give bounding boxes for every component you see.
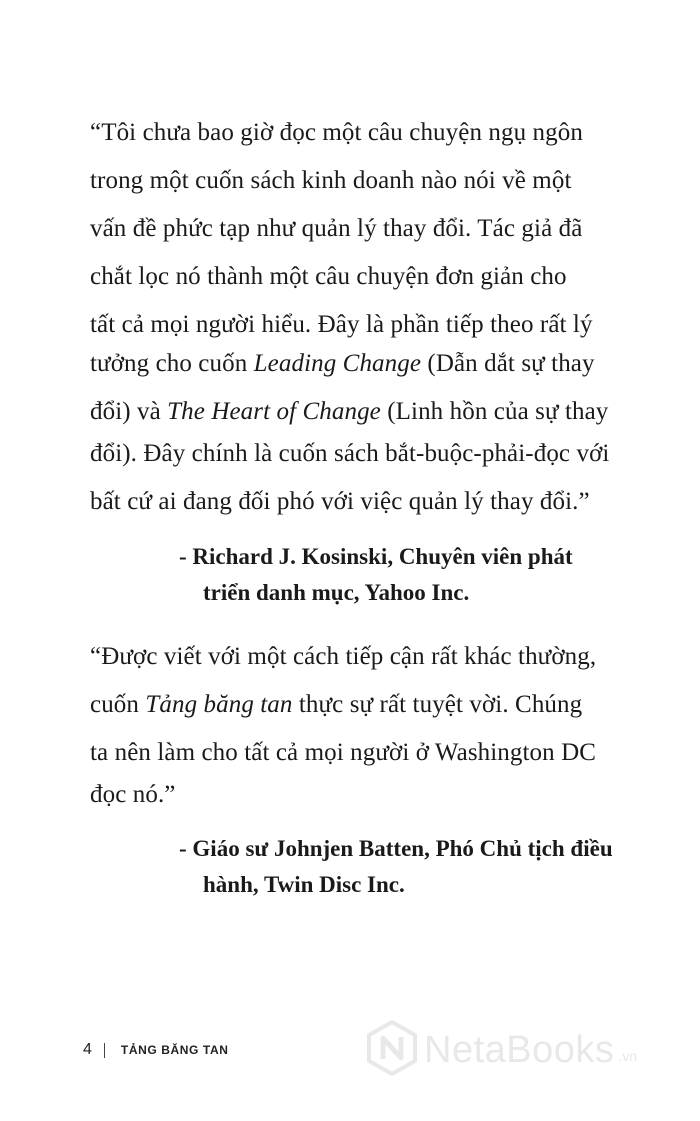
quote-1-line-8: đổi). Đây chính là cuốn sách bắt-buộc-phải-đọc với xyxy=(90,440,610,467)
quote-1-line-6 xyxy=(90,351,595,376)
quote-1-line-9: bất cứ ai đang đối phó với việc quản lý thay đổi.” xyxy=(90,488,590,515)
quote-1-line-1: “Tôi chưa bao giờ đọc một câu chuyện ngụ ngôn xyxy=(90,119,583,146)
quote-2-line-3: ta nên làm cho tất cả mọi người ở Washington DC xyxy=(90,739,597,766)
quote-1-line-4: chắt lọc nó thành một câu chuyện đơn giản cho xyxy=(90,263,567,290)
quote-1-line-6-text-a: tưởng cho cuốn xyxy=(90,350,254,377)
page-footer xyxy=(83,1040,228,1060)
quote-2-line-4: đọc nó.” xyxy=(90,781,176,808)
quote-1-line-7 xyxy=(90,399,608,424)
quote-1-line-5: tất cả mọi người hiểu. Đây là phần tiếp theo rất lý xyxy=(90,311,593,338)
quote-2-line-2-text-b: thực sự rất tuyệt vời. Chúng xyxy=(292,691,583,718)
footer-divider xyxy=(104,1043,105,1058)
quote-2-attribution-line-1: - Giáo sư Johnjen Batten, Phó Chủ tịch điều xyxy=(179,836,613,861)
quote-2-line-2 xyxy=(90,692,582,717)
running-title: TẢNG BĂNG TAN xyxy=(120,1043,229,1057)
book-title-heart-of-change: The Heart of Change xyxy=(167,398,381,425)
netabooks-logo-icon xyxy=(366,1020,418,1081)
watermark-text: NetaBooks xyxy=(424,1028,615,1071)
quote-1-line-2: trong một cuốn sách kinh doanh nào nói về một xyxy=(90,167,572,194)
book-title-leading-change: Leading Change xyxy=(253,350,422,377)
quote-2-attribution-line-2: hành, Twin Disc Inc. xyxy=(203,872,405,897)
quote-1-line-3: vấn đề phức tạp như quản lý thay đổi. Tác giả đã xyxy=(90,215,583,242)
quote-1-attribution-line-1: - Richard J. Kosinski, Chuyên viên phát xyxy=(179,544,573,569)
quote-2-line-1: “Được viết với một cách tiếp cận rất khác thường, xyxy=(90,643,597,670)
watermark-suffix: .vn xyxy=(618,1048,638,1064)
quote-1-line-7-text-a: đổi) và xyxy=(90,398,168,425)
quote-1-attribution-line-2: triển danh mục, Yahoo Inc. xyxy=(203,580,470,605)
quote-1-line-6-text-b: (Dẫn dắt sự thay xyxy=(421,350,595,377)
page-number: 4 xyxy=(83,1041,92,1058)
quote-1-line-7-text-b: (Linh hồn của sự thay xyxy=(380,398,609,425)
quote-2-line-2-text-a: cuốn xyxy=(90,691,146,718)
watermark xyxy=(366,1020,637,1080)
book-title-tang-bang-tan: Tảng băng tan xyxy=(145,691,293,718)
